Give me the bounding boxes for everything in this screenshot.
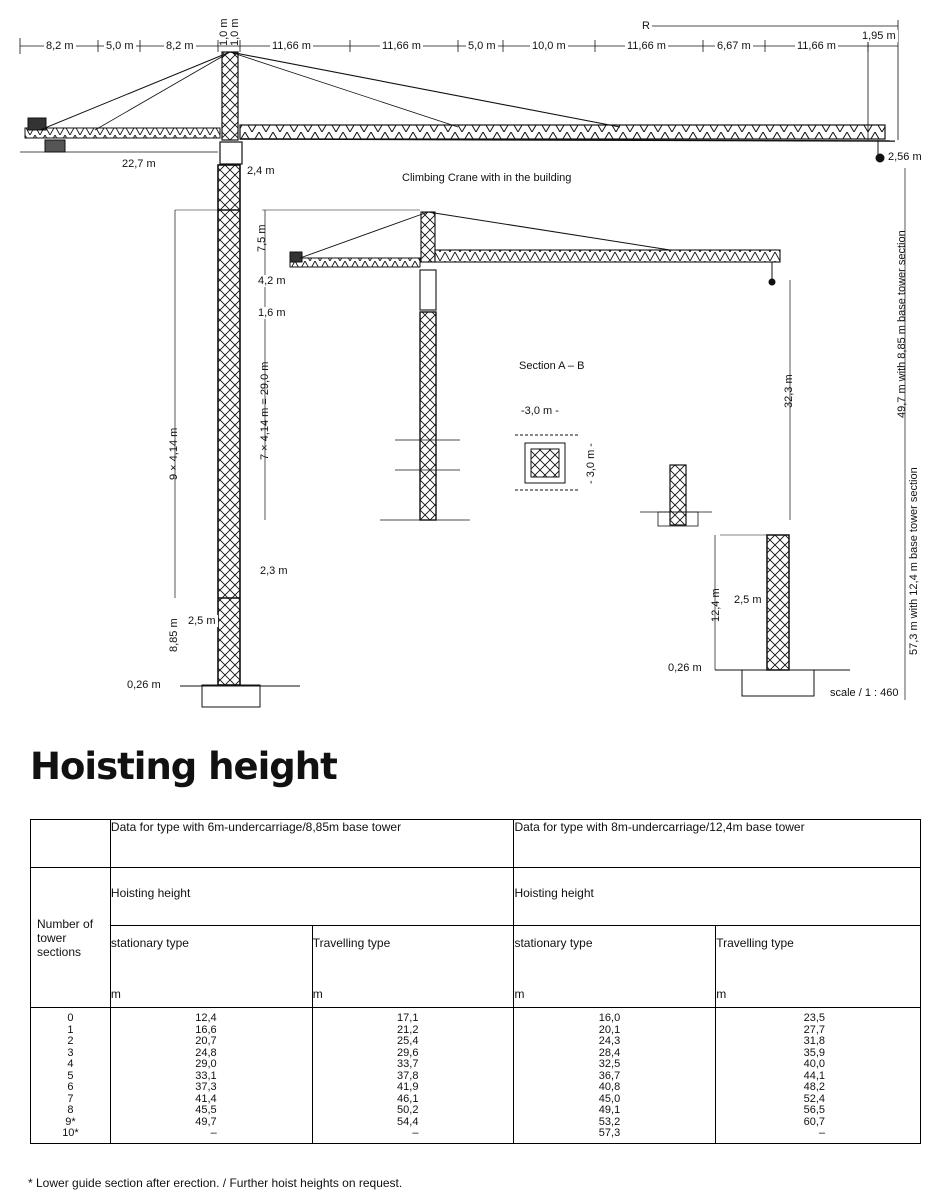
travelling-8m-label: Travelling type — [716, 936, 794, 950]
dim-top-7: 10,0 m — [532, 40, 566, 52]
section-title: Section A – B — [519, 360, 585, 372]
table-cell: 45,5 — [195, 1104, 217, 1116]
stationary-6m-label: stationary type — [110, 936, 189, 950]
side-note-2: 57,3 m with 12,4 m base tower section — [908, 467, 920, 655]
dim-top-4: 11,66 m — [272, 40, 311, 52]
table-cell: 24,8 — [195, 1046, 217, 1059]
tower-width-dim: 2,3 m — [260, 565, 288, 577]
col-travelling-8m — [716, 1008, 921, 1144]
dim-col-2: 1,0 m — [229, 18, 241, 46]
hoisting-height-table — [30, 819, 921, 1144]
base-width-dim: 2,5 m — [188, 615, 216, 627]
table-cell: 9* — [65, 1115, 76, 1128]
table-cell: 41,9 — [397, 1081, 419, 1093]
table-cell: 2 — [67, 1035, 74, 1047]
section-ab — [515, 435, 580, 490]
hoist-label-8m: Hoisting height — [514, 868, 921, 926]
page-heading: Hoisting height — [30, 745, 337, 788]
right-base-tower — [715, 168, 905, 700]
travelling-6m-label: Travelling type — [312, 936, 391, 950]
col-section-numbers — [31, 1008, 111, 1144]
table-cell: 25,4 — [397, 1035, 419, 1047]
table-cell: 8 — [67, 1104, 74, 1116]
table-cell: 31,8 — [803, 1035, 825, 1047]
table-cell: 33,7 — [397, 1058, 419, 1070]
unit-8m-trav: m — [716, 987, 727, 1001]
section-width: -3,0 m - — [521, 405, 559, 417]
section-height: - 3,0 m - — [585, 443, 597, 484]
table-cell: 5 — [67, 1069, 74, 1082]
side-note-1: 49,7 m with 8,85 m base tower section — [896, 230, 908, 418]
climb-h3: 1,6 m — [258, 307, 286, 319]
dim-top-3: 8,2 m — [166, 40, 194, 52]
table-cell: 6 — [67, 1081, 74, 1093]
right-base-offset: 0,26 m — [668, 662, 702, 674]
climbing-title: Climbing Crane with in the building — [402, 172, 572, 184]
dim-top-8: 11,66 m — [627, 40, 666, 52]
table-cell: 50,2 — [397, 1104, 419, 1116]
hoist-label-6m: Hoisting height — [110, 868, 514, 926]
table-cell: 44,1 — [803, 1069, 825, 1082]
table-cell: 20,1 — [598, 1023, 621, 1036]
dim-top-9: 6,67 m — [717, 40, 751, 52]
right-base-width: 2,5 m — [734, 594, 762, 606]
table-cell: 37,8 — [397, 1069, 419, 1082]
dim-top-1: 8,2 m — [46, 40, 74, 52]
table-cell: 29,0 — [195, 1058, 217, 1070]
table-cell: 40,8 — [598, 1081, 621, 1093]
table-cell: 17,1 — [397, 1012, 419, 1024]
table-cell: 16,6 — [195, 1023, 217, 1036]
dim-top-5: 11,66 m — [382, 40, 421, 52]
stationary-6m — [110, 926, 312, 1008]
table-cell: 1 — [67, 1023, 74, 1036]
footnote: * Lower guide section after erection. / Further hoist heights on request. — [28, 1176, 403, 1190]
table-cell: 32,5 — [598, 1058, 621, 1070]
table-cell: 3 — [67, 1046, 74, 1059]
table-cell: 56,5 — [803, 1104, 825, 1116]
table-cell: – — [412, 1127, 419, 1139]
table-cell: 53,2 — [598, 1115, 621, 1128]
climb-tower-dim: 7 × 4,14 m = 29,0 m — [259, 361, 271, 460]
table-cell: – — [210, 1127, 217, 1139]
table-cell: 45,0 — [598, 1092, 621, 1105]
radius-label: R — [642, 20, 650, 32]
header-8m: Data for type with 8m-undercarriage/12,4m base tower — [514, 820, 921, 868]
number-label: Number of tower sections — [31, 868, 111, 1008]
unit-6m-trav: m — [312, 987, 323, 1001]
climb-h1: 7,5 m — [256, 224, 268, 252]
header-6m: Data for type with 6m-undercarriage/8,85m base tower — [110, 820, 514, 868]
table-cell: 0 — [67, 1012, 74, 1024]
table-cell: 41,4 — [195, 1092, 217, 1105]
table-cell: 23,5 — [803, 1012, 825, 1024]
dim-top-10: 11,66 m — [797, 40, 836, 52]
travelling-8m — [716, 926, 921, 1008]
small-tower-detail — [640, 465, 712, 526]
main-tower-dim: 9 × 4,14 m — [168, 427, 180, 480]
table-cell: 4 — [67, 1058, 74, 1070]
table-cell: 48,2 — [803, 1081, 825, 1093]
dim-top-6: 5,0 m — [468, 40, 496, 52]
table-cell: 54,4 — [397, 1115, 419, 1128]
unit-8m-stat: m — [514, 987, 525, 1001]
col-travelling-6m — [312, 1008, 514, 1144]
table-cell: 7 — [67, 1092, 74, 1105]
cab-offset-dim: 2,4 m — [247, 165, 275, 177]
table-cell: 57,3 — [598, 1127, 621, 1139]
scale-label: scale / 1 : 460 — [830, 687, 899, 699]
table-cell: 27,7 — [803, 1023, 825, 1036]
table-cell: 52,4 — [803, 1092, 825, 1105]
right-base-height: 12,4 m — [710, 588, 722, 622]
base-height-dim: 8,85 m — [168, 618, 180, 652]
table-cell: 21,2 — [397, 1023, 419, 1036]
dim-top-2: 5,0 m — [106, 40, 134, 52]
col-stationary-8m — [514, 1008, 716, 1144]
table-cell: 29,6 — [397, 1046, 419, 1059]
radius-end: 1,95 m — [862, 30, 896, 42]
table-cell: 49,7 — [195, 1115, 217, 1128]
col-stationary-6m — [110, 1008, 312, 1144]
hook-offset-dim: 2,56 m — [888, 151, 922, 163]
table-cell: 28,4 — [598, 1046, 621, 1059]
table-cell: 49,1 — [598, 1104, 621, 1116]
table-cell: 12,4 — [195, 1012, 217, 1024]
table-cell: 24,3 — [598, 1035, 621, 1047]
table-cell: 20,7 — [195, 1035, 217, 1047]
table-cell: 37,3 — [195, 1081, 217, 1093]
stationary-8m-label: stationary type — [514, 936, 593, 950]
main-crane — [20, 52, 895, 707]
counter-jib-dim: 22,7 m — [122, 158, 156, 170]
corner-cell — [31, 820, 111, 868]
table-cell: 35,9 — [803, 1046, 825, 1059]
table-cell: 46,1 — [397, 1092, 419, 1105]
unit-6m-stat: m — [110, 987, 121, 1001]
table-cell: 33,1 — [195, 1069, 217, 1082]
table-cell: – — [818, 1127, 825, 1139]
table-cell: 60,7 — [803, 1115, 825, 1128]
top-dimension-line — [20, 20, 898, 140]
table-cell: 40,0 — [803, 1058, 825, 1070]
table-cell: 10* — [62, 1127, 79, 1139]
climb-h2: 4,2 m — [258, 275, 286, 287]
climb-height-dim: 32,3 m — [783, 374, 795, 408]
travelling-6m — [312, 926, 514, 1008]
dim-col-1: 1,0 m — [218, 18, 230, 46]
stationary-8m — [514, 926, 716, 1008]
base-offset-dim: 0,26 m — [127, 679, 161, 691]
table-cell: 36,7 — [598, 1069, 621, 1082]
table-cell: 16,0 — [598, 1012, 621, 1024]
